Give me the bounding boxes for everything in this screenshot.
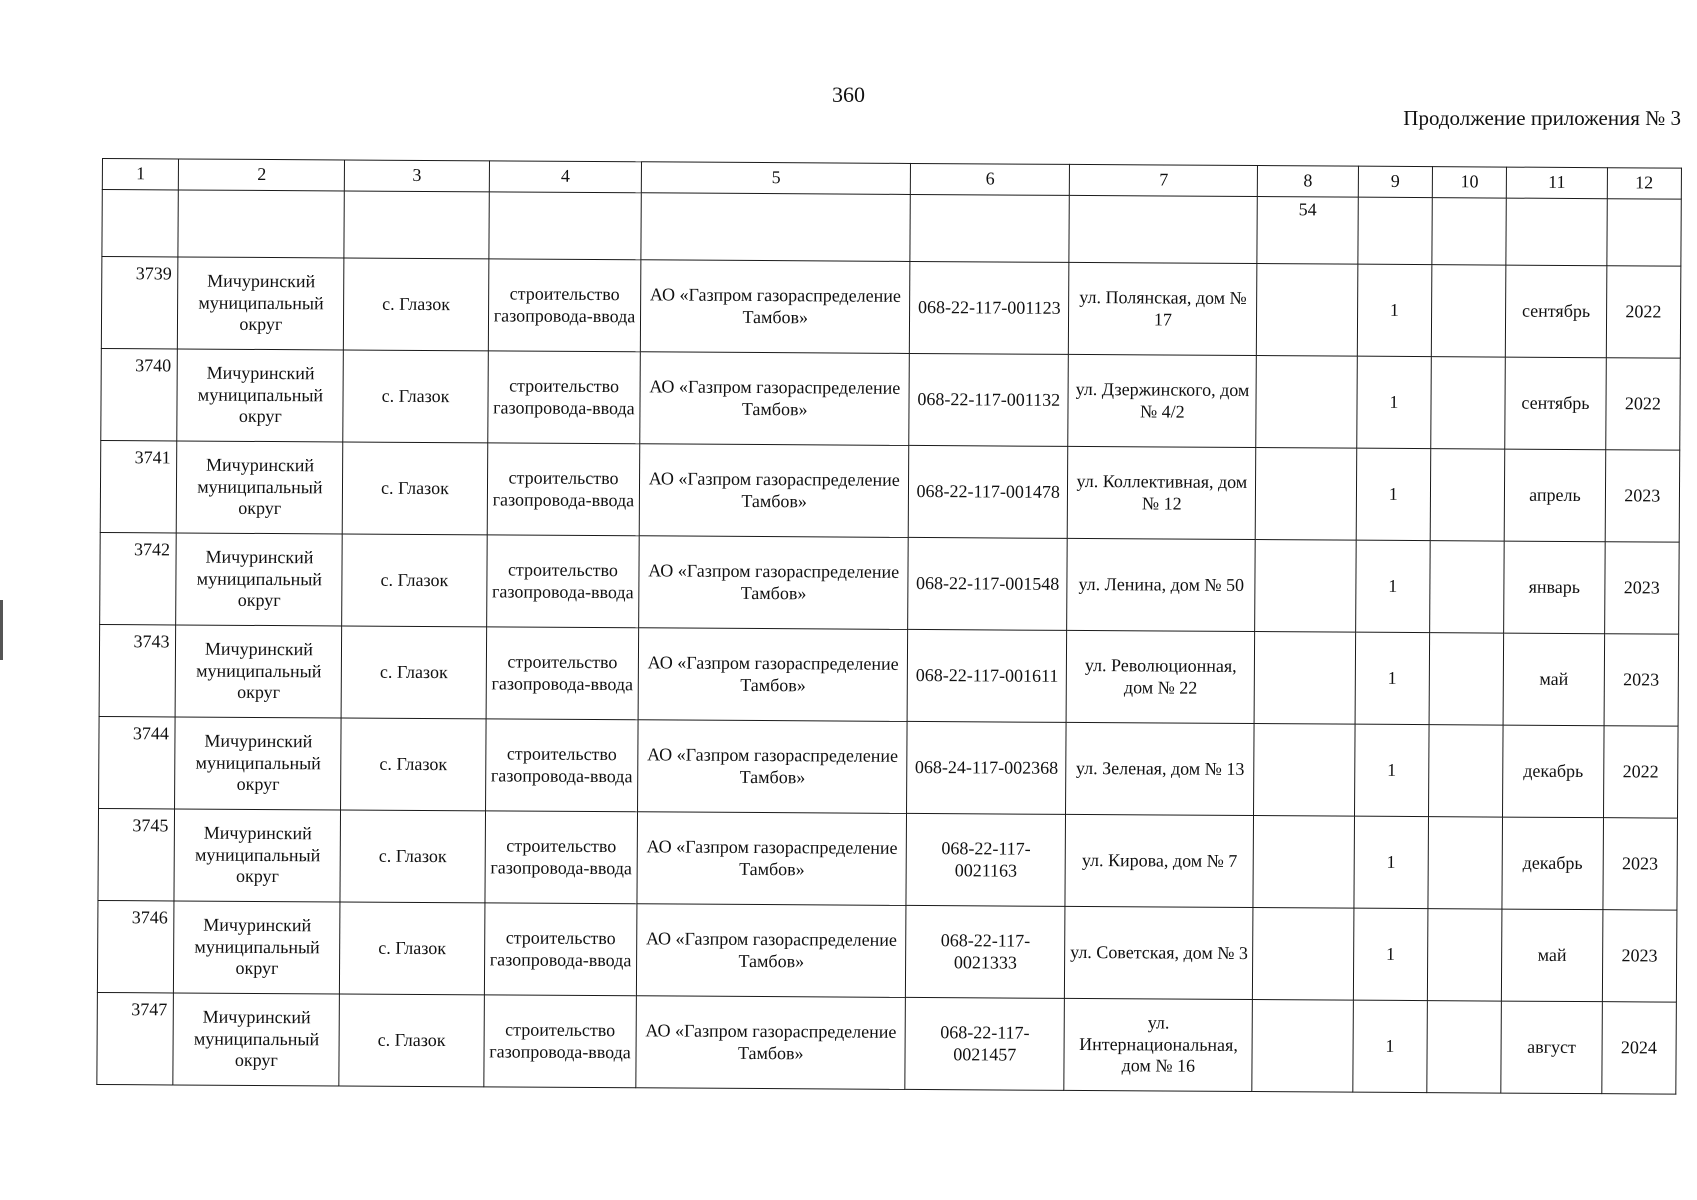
sub-header-cell [178, 190, 344, 258]
registration-code-cell: 068-22-117-0021163 [906, 813, 1066, 906]
month-cell: сентябрь [1505, 357, 1606, 450]
district-cell: Мичуринский муниципальный округ [176, 533, 343, 626]
sub-header-cell [910, 194, 1070, 262]
address-cell: ул. Революционная, дом № 22 [1067, 630, 1255, 723]
column-10-cell [1431, 265, 1506, 357]
count-cell: 1 [1355, 632, 1430, 724]
count-cell: 1 [1357, 264, 1432, 356]
year-cell: 2023 [1603, 818, 1678, 910]
row-number-cell: 3746 [97, 900, 174, 992]
table-row [99, 624, 1679, 726]
table-row [101, 257, 1681, 359]
count-cell: 1 [1356, 448, 1431, 540]
month-cell: апрель [1504, 449, 1605, 542]
locality-cell: с. Глазок [340, 902, 485, 995]
column-header: 3 [345, 160, 489, 192]
sub-header-cell [344, 191, 489, 259]
district-cell: Мичуринский муниципальный округ [177, 349, 344, 442]
column-8-cell [1252, 1000, 1353, 1093]
organization-cell: АО «Газпром газораспределение Тамбов» [638, 720, 907, 814]
work-type-cell: строительство газопровода-ввода [487, 443, 640, 536]
district-cell: Мичуринский муниципальный округ [176, 625, 343, 718]
page-number: 360 [832, 82, 865, 107]
gas-connection-registry-table [96, 158, 1682, 1095]
row-number-cell: 3742 [100, 532, 177, 624]
registration-code-cell: 068-22-117-0021457 [905, 997, 1065, 1090]
month-cell: май [1502, 909, 1603, 1002]
organization-cell: АО «Газпром газораспределение Тамбов» [637, 904, 906, 998]
registration-code-cell: 068-22-117-001611 [907, 629, 1067, 722]
sub-header-cell [488, 192, 641, 260]
sub-header-cell [1607, 199, 1682, 266]
column-header: 8 [1258, 166, 1359, 198]
work-type-cell: строительство газопровода-ввода [485, 719, 638, 812]
row-number-cell: 3741 [100, 440, 177, 532]
table-row [97, 900, 1677, 1002]
address-cell: ул. Интернациональная, дом № 16 [1064, 998, 1252, 1091]
registration-code-cell: 068-24-117-002368 [907, 721, 1067, 814]
column-header: 4 [489, 161, 642, 193]
count-cell: 1 [1355, 540, 1430, 632]
district-cell: Мичуринский муниципальный округ [174, 901, 341, 994]
column-10-cell [1430, 541, 1505, 633]
month-cell: декабрь [1502, 817, 1603, 910]
row-number-cell: 3739 [101, 257, 178, 349]
locality-cell: с. Глазок [343, 350, 488, 443]
row-number-cell: 3744 [99, 716, 176, 808]
table-row [97, 992, 1677, 1094]
row-number-cell: 3747 [97, 992, 174, 1084]
column-8-cell [1253, 816, 1354, 909]
address-cell: ул. Дзержинского, дом № 4/2 [1068, 354, 1256, 447]
sub-header-cell [641, 193, 910, 262]
column-header: 5 [642, 162, 911, 195]
district-cell: Мичуринский муниципальный округ [178, 257, 345, 350]
organization-cell: АО «Газпром газораспределение Тамбов» [640, 444, 909, 538]
column-header: 10 [1432, 167, 1506, 198]
column-header: 12 [1607, 168, 1682, 199]
count-cell: 1 [1354, 816, 1429, 908]
table-row [100, 532, 1680, 634]
column-8-cell [1255, 540, 1356, 633]
district-cell: Мичуринский муниципальный округ [177, 441, 344, 534]
count-cell: 1 [1353, 1000, 1428, 1092]
table-row [98, 808, 1678, 910]
count-cell: 1 [1356, 356, 1431, 448]
work-type-cell: строительство газопровода-ввода [484, 903, 637, 996]
organization-cell: АО «Газпром газораспределение Тамбов» [640, 352, 909, 446]
year-cell: 2023 [1604, 634, 1679, 726]
locality-cell: с. Глазок [339, 994, 484, 1087]
column-8-cell [1255, 448, 1356, 541]
work-type-cell: строительство газопровода-ввода [486, 535, 639, 628]
column-10-cell [1430, 449, 1505, 541]
registration-code-cell: 068-22-117-001478 [908, 445, 1068, 538]
month-cell: декабрь [1503, 725, 1604, 818]
organization-cell: АО «Газпром газораспределение Тамбов» [636, 996, 905, 1090]
sub-header-col8-value: 54 [1257, 197, 1358, 265]
column-10-cell [1428, 817, 1503, 909]
address-cell: ул. Коллективная, дом № 12 [1068, 446, 1256, 539]
count-cell: 1 [1354, 724, 1429, 816]
column-10-cell [1428, 725, 1503, 817]
work-type-cell: строительство газопровода-ввода [486, 627, 639, 720]
sub-header-cell [102, 190, 179, 257]
year-cell: 2022 [1603, 726, 1678, 818]
district-cell: Мичуринский муниципальный округ [174, 809, 341, 902]
row-number-cell: 3745 [98, 808, 175, 900]
table-row [99, 716, 1679, 818]
organization-cell: АО «Газпром газораспределение Тамбов» [639, 536, 908, 630]
organization-cell: АО «Газпром газораспределение Тамбов» [639, 628, 908, 722]
address-cell: ул. Ленина, дом № 50 [1067, 538, 1255, 631]
registration-code-cell: 068-22-117-001548 [908, 537, 1068, 630]
locality-cell: с. Глазок [340, 810, 485, 903]
sub-header-cell [1432, 198, 1507, 265]
district-cell: Мичуринский муниципальный округ [175, 717, 342, 810]
district-cell: Мичуринский муниципальный округ [173, 993, 340, 1086]
year-cell: 2024 [1601, 1002, 1676, 1094]
locality-cell: с. Глазок [342, 534, 487, 627]
registration-code-cell: 068-22-117-0021333 [905, 905, 1065, 998]
month-cell: сентябрь [1506, 265, 1607, 358]
work-type-cell: строительство газопровода-ввода [487, 351, 640, 444]
column-10-cell [1431, 357, 1506, 449]
year-cell: 2023 [1605, 450, 1680, 542]
year-cell: 2022 [1605, 358, 1680, 450]
count-cell: 1 [1353, 908, 1428, 1000]
row-number-cell: 3743 [99, 624, 176, 716]
column-header: 2 [179, 159, 345, 191]
locality-cell: с. Глазок [343, 442, 488, 535]
address-cell: ул. Зеленая, дом № 13 [1066, 722, 1254, 815]
locality-cell: с. Глазок [341, 626, 486, 719]
sub-header-cell [1069, 195, 1257, 263]
organization-cell: АО «Газпром газораспределение Тамбов» [641, 260, 910, 354]
table-row [101, 348, 1681, 450]
address-cell: ул. Кирова, дом № 7 [1065, 814, 1253, 907]
column-10-cell [1429, 633, 1504, 725]
sub-header-cell [1506, 198, 1607, 266]
locality-cell: с. Глазок [341, 718, 486, 811]
year-cell: 2023 [1602, 910, 1677, 1002]
column-8-cell [1254, 724, 1355, 817]
table-row [100, 440, 1680, 542]
month-cell: август [1501, 1001, 1602, 1094]
row-number-cell: 3740 [101, 348, 178, 440]
scan-edge-mark [0, 600, 3, 660]
column-8-cell [1256, 356, 1357, 449]
column-header: 9 [1358, 166, 1432, 197]
sub-header-row [102, 190, 1681, 267]
column-8-cell [1254, 632, 1355, 725]
month-cell: май [1503, 633, 1604, 726]
column-header: 11 [1507, 167, 1608, 199]
registration-code-cell: 068-22-117-001132 [909, 353, 1069, 446]
column-header: 6 [910, 163, 1070, 195]
address-cell: ул. Советская, дом № 3 [1065, 906, 1253, 999]
column-header: 1 [102, 159, 179, 190]
registration-code-cell: 068-22-117-001123 [909, 261, 1069, 354]
sub-header-cell [1358, 197, 1433, 264]
column-10-cell [1427, 1001, 1502, 1093]
year-cell: 2022 [1606, 266, 1681, 358]
column-8-cell [1253, 908, 1354, 1001]
year-cell: 2023 [1604, 542, 1679, 634]
work-type-cell: строительство газопровода-ввода [483, 995, 636, 1088]
column-10-cell [1427, 909, 1502, 1001]
appendix-continuation-note: Продолжение приложения № 3 [1403, 106, 1681, 130]
work-type-cell: строительство газопровода-ввода [485, 811, 638, 904]
organization-cell: АО «Газпром газораспределение Тамбов» [637, 812, 906, 906]
address-cell: ул. Полянская, дом № 17 [1069, 262, 1257, 355]
work-type-cell: строительство газопровода-ввода [488, 259, 641, 352]
column-8-cell [1257, 264, 1358, 357]
locality-cell: с. Глазок [344, 258, 489, 351]
column-header: 7 [1070, 164, 1258, 196]
month-cell: январь [1504, 541, 1605, 634]
